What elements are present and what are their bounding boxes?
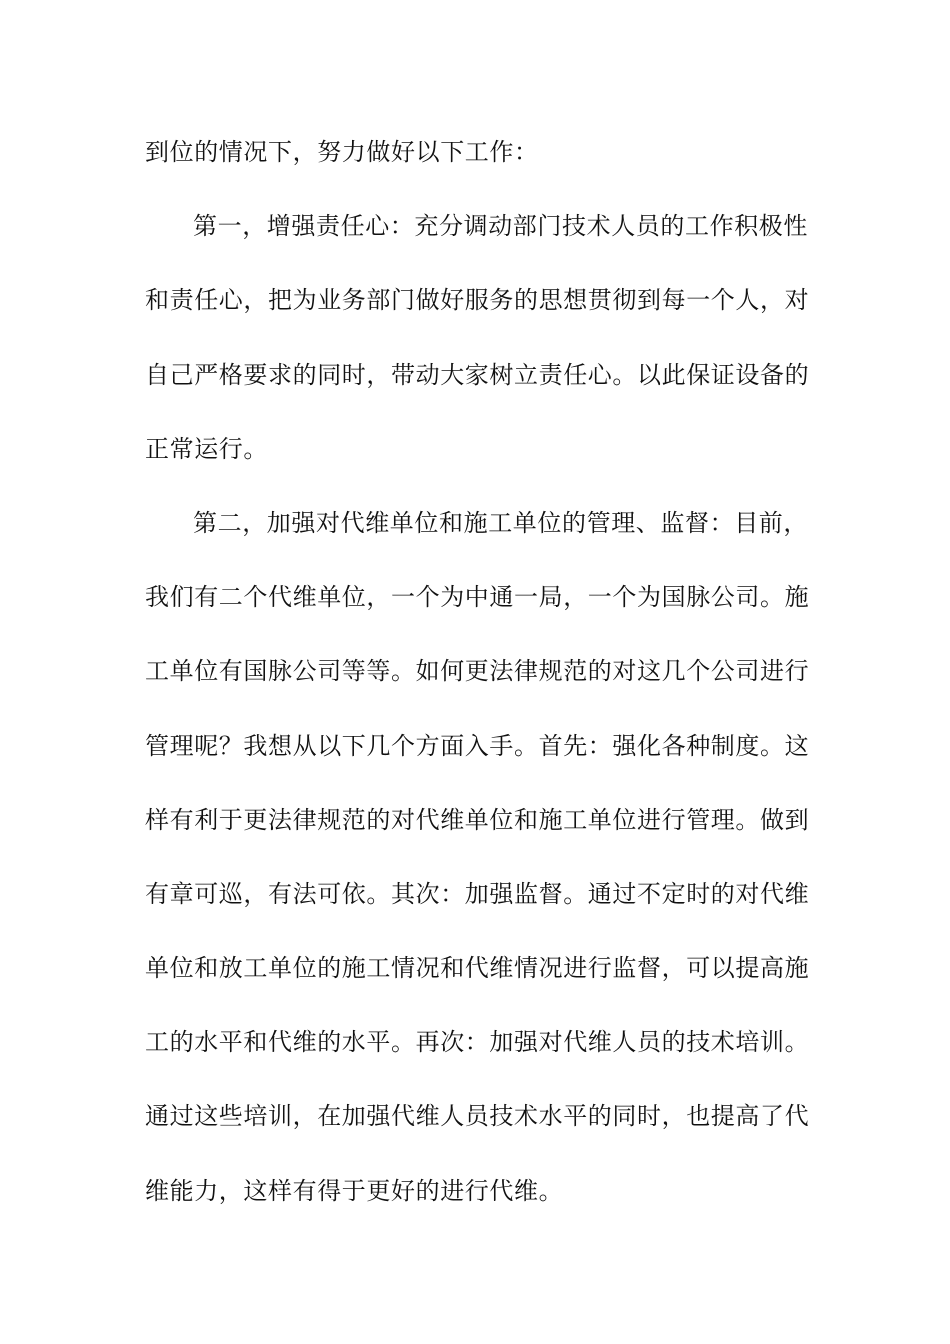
body-text	[145, 130, 810, 1243]
text-line: 工的水平和代维的水平。再次：加强对代维人员的技术培训。	[145, 1028, 810, 1057]
paragraph-first-line: 第二，加强对代维单位和施工单位的管理、监督：目前，	[193, 508, 808, 537]
text-line: 维能力，这样有得于更好的进行代维。	[145, 1176, 564, 1205]
text-line: 工单位有国脉公司等等。如何更法律规范的对这几个公司进行	[145, 657, 810, 686]
text-line: 有章可巡，有法可依。其次：加强监督。通过不定时的对代维	[145, 879, 810, 908]
text-line: 管理呢？我想从以下几个方面入手。首先：强化各种制度。这	[145, 731, 810, 760]
text-line: 我们有二个代维单位，一个为中通一局，一个为国脉公司。施	[145, 583, 810, 612]
text-line: 样有利于更法律规范的对代维单位和施工单位进行管理。做到	[145, 805, 810, 834]
text-line: 通过这些培训，在加强代维人员技术水平的同时，也提高了代	[145, 1102, 810, 1131]
text-line: 和责任心，把为业务部门做好服务的思想贯彻到每一个人，对	[145, 286, 810, 315]
text-line: 单位和放工单位的施工情况和代维情况进行监督，可以提高施	[145, 954, 810, 983]
text-line: 自己严格要求的同时，带动大家树立责任心。以此保证设备的	[145, 360, 810, 389]
text-line: 到位的情况下，努力做好以下工作：	[145, 138, 539, 166]
text-line: 正常运行。	[145, 434, 268, 463]
paragraph-first-line: 第一，增强责任心：充分调动部门技术人员的工作积极性	[193, 212, 808, 241]
